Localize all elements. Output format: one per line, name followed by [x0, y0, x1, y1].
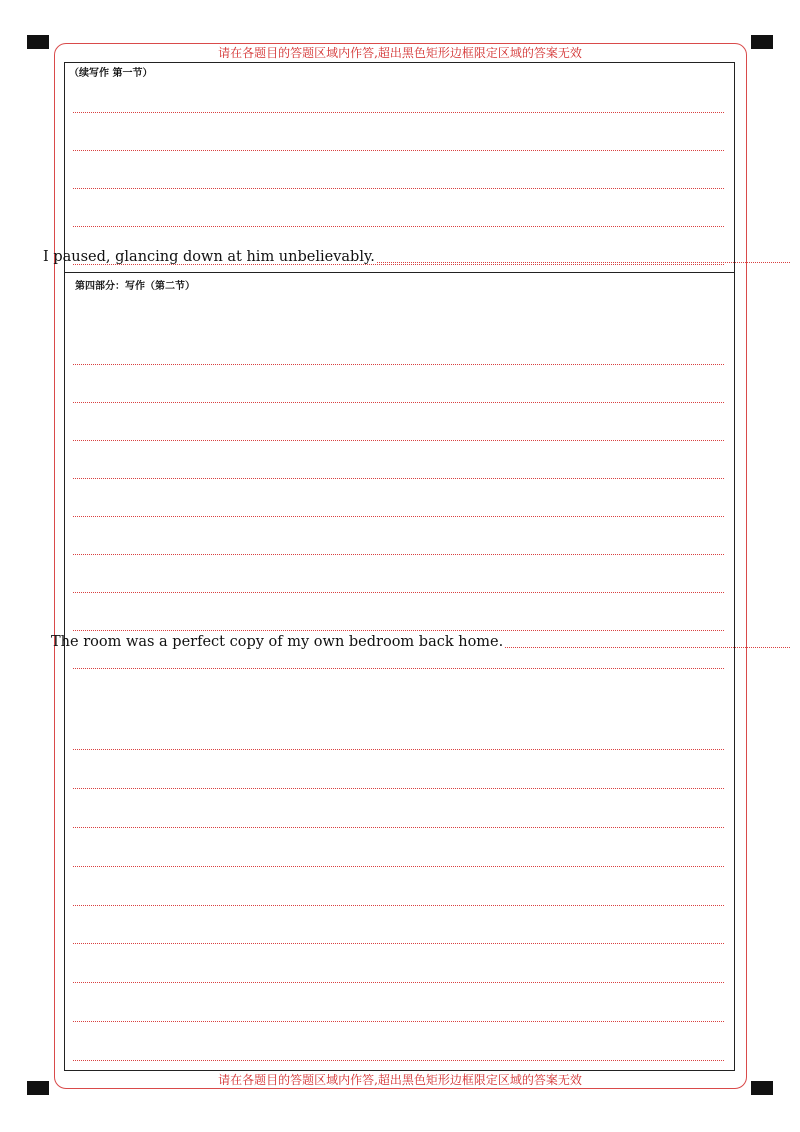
- writing-line[interactable]: [73, 188, 724, 189]
- writing-line[interactable]: [73, 630, 724, 631]
- writing-line[interactable]: [73, 402, 724, 403]
- section-writing-label: 第四部分：写作（第二节）: [75, 281, 195, 292]
- writing-line[interactable]: [73, 554, 724, 555]
- writing-line[interactable]: [73, 364, 724, 365]
- writing-line[interactable]: [73, 440, 724, 441]
- paragraph2-prompt-fill[interactable]: [505, 647, 790, 648]
- section-continued-label: （续写作 第一节）: [69, 68, 153, 79]
- writing-line[interactable]: [73, 592, 724, 593]
- paragraph1-prompt-fill[interactable]: [377, 262, 790, 263]
- answer-area: [64, 62, 735, 1071]
- writing-line[interactable]: [73, 226, 724, 227]
- writing-line[interactable]: [73, 478, 724, 479]
- warning-text-bottom: 请在各题目的答题区域内作答,超出黑色矩形边框限定区域的答案无效: [218, 1073, 582, 1087]
- writing-line[interactable]: [73, 112, 724, 113]
- writing-line[interactable]: [73, 516, 724, 517]
- warning-text-top: 请在各题目的答题区域内作答,超出黑色矩形边框限定区域的答案无效: [218, 46, 582, 60]
- writing-line[interactable]: [73, 905, 724, 906]
- writing-line[interactable]: [73, 982, 724, 983]
- writing-line[interactable]: [73, 668, 724, 669]
- writing-line[interactable]: [73, 827, 724, 828]
- writing-line[interactable]: [73, 1021, 724, 1022]
- writing-line[interactable]: [73, 866, 724, 867]
- writing-line[interactable]: [73, 150, 724, 151]
- writing-line[interactable]: [73, 943, 724, 944]
- writing-line[interactable]: [73, 1060, 724, 1061]
- paragraph2-prompt-line[interactable]: [51, 633, 790, 651]
- paragraph2-prompt-text: The room was a perfect copy of my own bedroom back home.: [51, 634, 504, 650]
- writing-line[interactable]: [73, 749, 724, 750]
- section-divider: [65, 272, 734, 273]
- paragraph1-prompt-line[interactable]: [43, 248, 790, 266]
- writing-line[interactable]: [73, 788, 724, 789]
- paragraph1-prompt-text: I paused, glancing down at him unbelievably.: [43, 249, 375, 265]
